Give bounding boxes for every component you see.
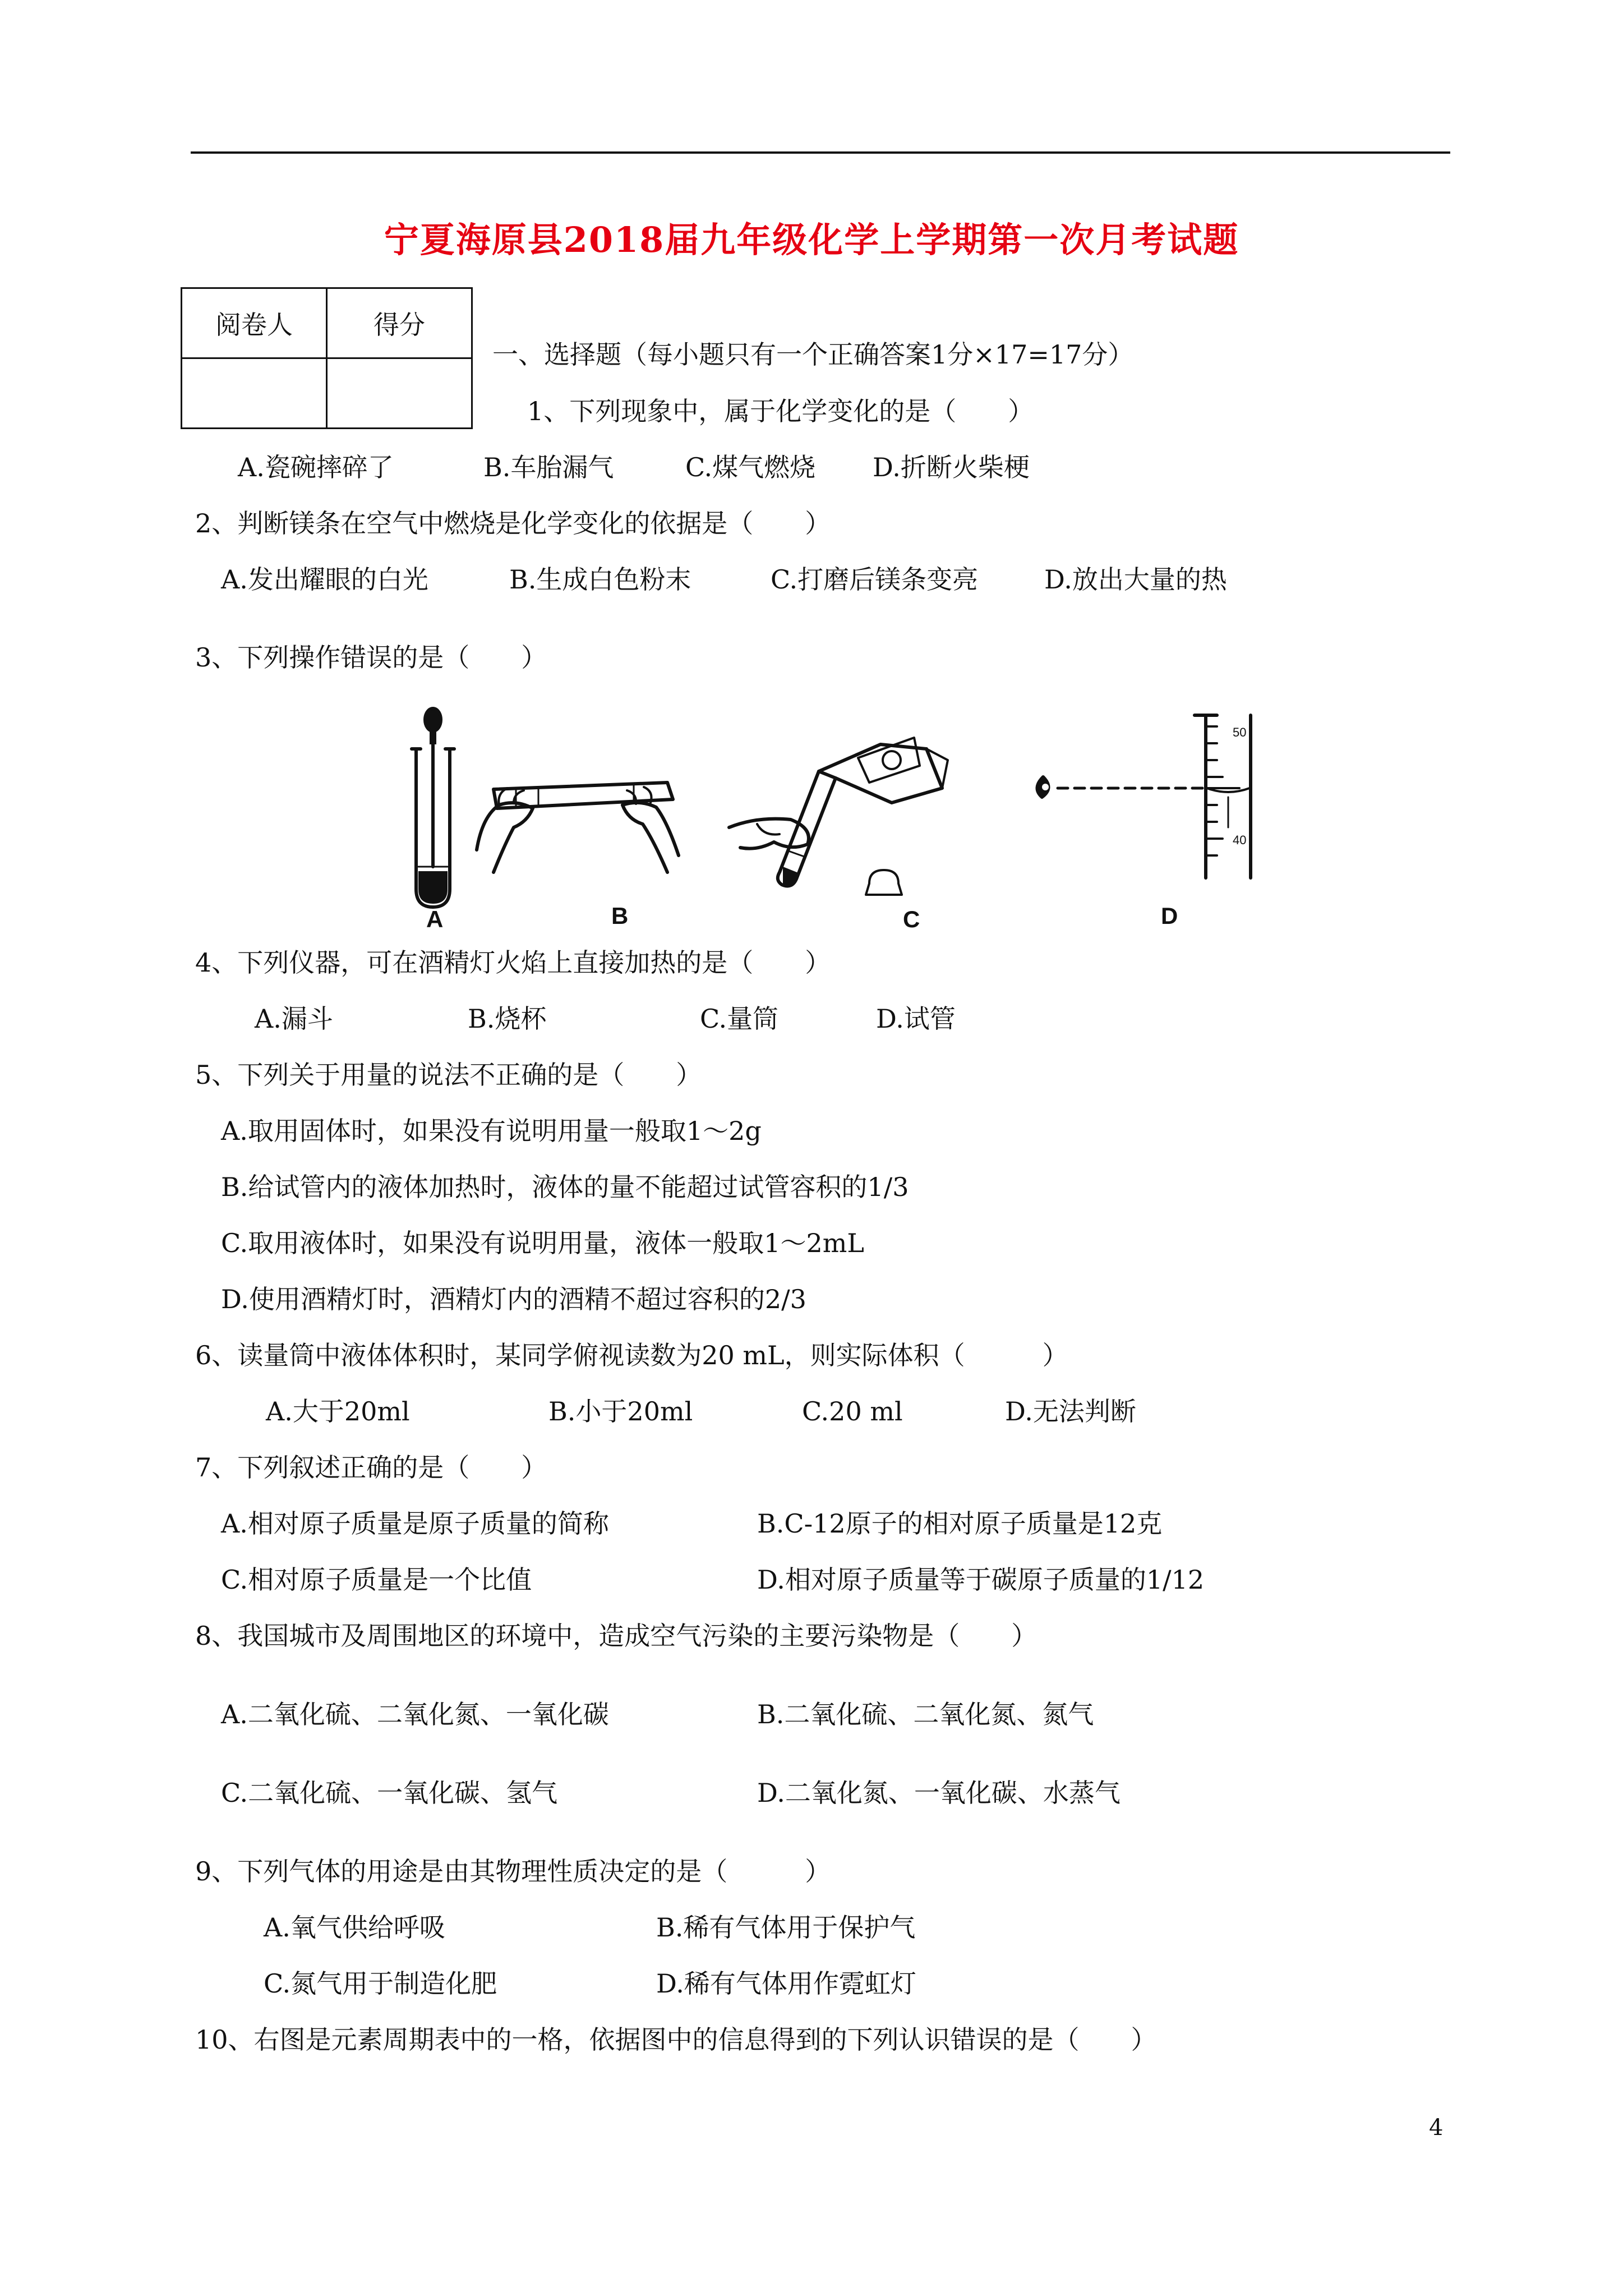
question-stem: 6、读量筒中液体体积时，某同学俯视读数为20 mL，则实际体积（ ）: [195, 1340, 1068, 1370]
graduated-cylinder-reading-diagram: [1037, 715, 1251, 878]
question-stem: 1、下列现象中，属于化学变化的是（ ）: [527, 396, 1034, 426]
option: D.相对原子质量等于碳原子质量的1/12: [757, 1565, 1205, 1595]
option: B.烧杯: [468, 1004, 547, 1034]
question-stem: 2、判断镁条在空气中燃烧是化学变化的依据是（ ）: [195, 508, 831, 539]
question-stem: 9、下列气体的用途是由其物理性质决定的是（ ）: [195, 1856, 831, 1887]
score-table: [181, 287, 473, 429]
question-stem: 10、右图是元素周期表中的一格，依据图中的信息得到的下列认识错误的是（ ）: [195, 2024, 1157, 2055]
question-stem: 7、下列叙述正确的是（ ）: [195, 1452, 547, 1483]
option: D.二氧化氮、一氧化碳、水蒸气: [757, 1778, 1121, 1808]
cylinder-tick-label: 50: [1233, 725, 1247, 739]
score-cell: [327, 358, 472, 429]
header-rule: [191, 151, 1450, 154]
option: B.生成白色粉末: [509, 564, 691, 595]
option: B.车胎漏气: [483, 452, 614, 482]
figure-label: D: [1161, 903, 1178, 929]
reviewer-label: 阅卷人: [182, 288, 327, 358]
figure-label: A: [426, 906, 444, 931]
exam-title: 宁夏海原县2018届九年级化学上学期第一次月考试题: [384, 219, 1239, 260]
option: A.漏斗: [255, 1004, 333, 1034]
figure-label: C: [903, 906, 920, 931]
figure-label: B: [611, 903, 629, 929]
option: A.相对原子质量是原子质量的简称: [221, 1508, 609, 1539]
lab-operations-figure: [387, 704, 1273, 931]
option: A.发出耀眼的白光: [221, 564, 428, 595]
option: C.量筒: [700, 1004, 779, 1034]
option: A.二氧化硫、二氧化氮、一氧化碳: [221, 1699, 609, 1729]
question-stem: 3、下列操作错误的是（ ）: [195, 642, 547, 673]
score-label: 得分: [327, 288, 472, 358]
option: A.大于20ml: [266, 1396, 410, 1427]
hands-holding-tube-diagram: [477, 783, 679, 872]
cylinder-tick-label: 40: [1233, 833, 1247, 847]
option: D.无法判断: [1005, 1396, 1136, 1427]
option: D.折断火柴梗: [873, 452, 1030, 482]
question-stem: 8、我国城市及周围地区的环境中，造成空气污染的主要污染物是（ ）: [195, 1621, 1038, 1651]
page-number: 4: [1429, 2115, 1444, 2141]
option: C.氮气用于制造化肥: [264, 1968, 497, 1999]
option: C.取用液体时，如果没有说明用量，液体一般取1～2mL: [221, 1228, 864, 1258]
option: B.C-12原子的相对原子质量是12克: [757, 1508, 1163, 1539]
option: A.瓷碗摔碎了: [238, 452, 394, 482]
question-stem: 4、下列仪器，可在酒精灯火焰上直接加热的是（ ）: [195, 947, 831, 978]
option: A.取用固体时，如果没有说明用量一般取1～2g: [221, 1116, 762, 1146]
option: B.小于20ml: [548, 1396, 693, 1427]
option: D.试管: [876, 1004, 956, 1034]
option: C.20 ml: [802, 1396, 903, 1427]
pouring-liquid-diagram: [729, 738, 948, 895]
option: B.二氧化硫、二氧化氮、氮气: [757, 1699, 1094, 1729]
option: B.给试管内的液体加热时，液体的量不能超过试管容积的1/3: [221, 1172, 909, 1202]
option: D.放出大量的热: [1044, 564, 1227, 595]
option: C.相对原子质量是一个比值: [221, 1565, 532, 1595]
option: D.使用酒精灯时，酒精灯内的酒精不超过容积的2/3: [221, 1284, 806, 1314]
question-stem: 5、下列关于用量的说法不正确的是（ ）: [195, 1060, 702, 1090]
reviewer-cell: [182, 358, 327, 429]
option: C.打磨后镁条变亮: [771, 564, 979, 595]
dropper-in-test-tube-diagram: [412, 708, 454, 907]
option: B.稀有气体用于保护气: [656, 1912, 916, 1943]
option: C.二氧化硫、一氧化碳、氢气: [221, 1778, 558, 1808]
option: D.稀有气体用作霓虹灯: [656, 1968, 916, 1999]
option: A.氧气供给呼吸: [264, 1912, 445, 1943]
option: C.煤气燃烧: [685, 452, 816, 482]
section-heading: 一、选择题（每小题只有一个正确答案1分×17=17分）: [492, 339, 1134, 370]
